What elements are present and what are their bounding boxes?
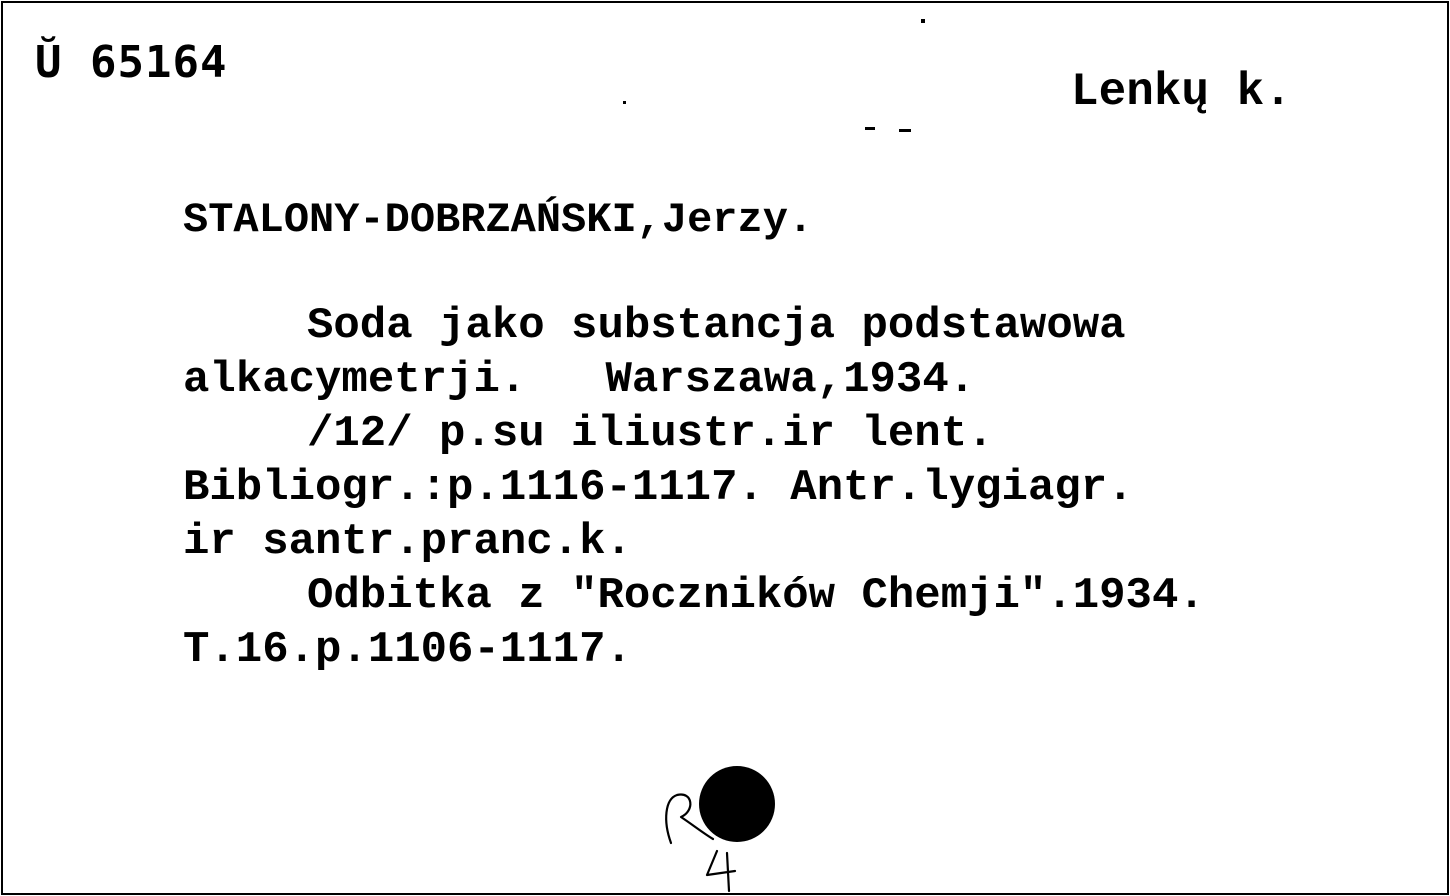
catalog-card <box>1 1 1449 895</box>
offprint-note-line: Odbitka z "Roczników Chemji".1934. <box>307 571 1205 621</box>
summary-note-line: ir santr.pranc.k. <box>183 517 632 567</box>
ink-speck <box>865 127 875 130</box>
ink-speck <box>623 101 626 104</box>
language-note: Lenkų k. <box>1071 66 1292 118</box>
title-line: Soda jako substancja podstawowa <box>307 301 1126 351</box>
collation-line: /12/ p.su iliustr.ir lent. <box>307 409 994 459</box>
black-dot-mark <box>699 766 775 842</box>
handwritten-number-4 <box>707 851 735 891</box>
ink-speck <box>899 129 911 132</box>
card-edge-gap <box>353 1 713 6</box>
imprint-line: alkacymetrji. Warszawa,1934. <box>183 355 976 405</box>
volume-pages-line: T.16.p.1106-1117. <box>183 625 632 675</box>
bibliography-note-line: Bibliogr.:p.1116-1117. Antr.lygiagr. <box>183 463 1134 513</box>
bibliographic-description <box>183 299 1423 677</box>
author-heading: STALONY-DOBRZAŃSKI,Jerzy. <box>183 196 814 244</box>
handwritten-marks <box>643 755 793 895</box>
ink-speck <box>921 19 925 23</box>
call-number: Ŭ 65164 <box>35 37 228 88</box>
